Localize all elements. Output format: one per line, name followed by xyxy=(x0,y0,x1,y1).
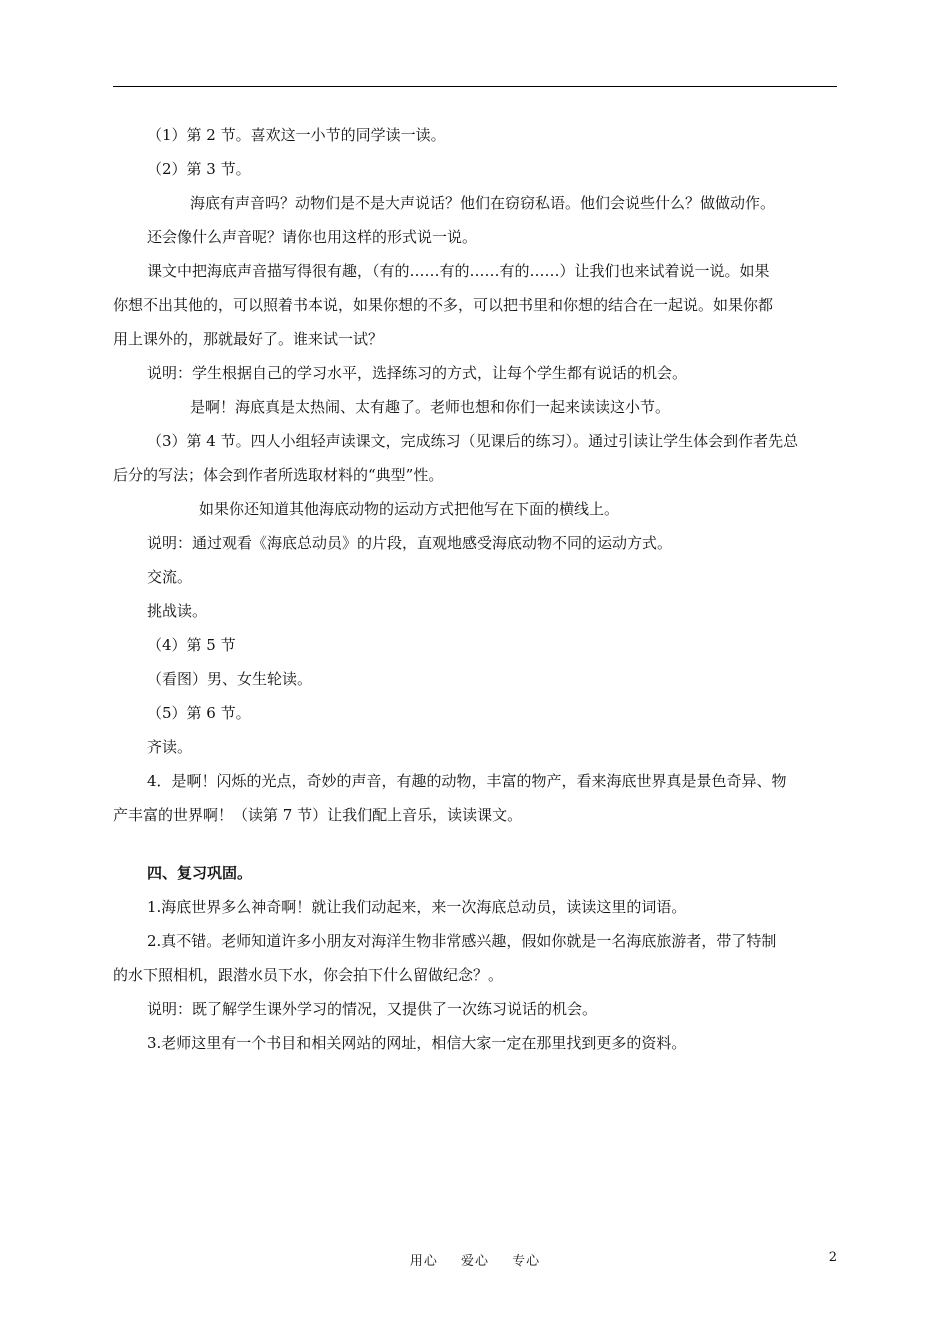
section-gap xyxy=(113,832,837,856)
paragraph-line: （4）第 5 节 xyxy=(147,636,236,654)
paragraph-line: 1.海底世界多么神奇啊！就让我们动起来，来一次海底总动员，读读这里的词语。 xyxy=(147,898,687,916)
paragraph-line: 课文中把海底声音描写得很有趣，（有的……有的……有的……）让我们也来试着说一说。如果 xyxy=(147,262,770,280)
footer-word: 爱心 xyxy=(460,1254,489,1269)
paragraph-line: 如果你还知道其他海底动物的运动方式把他写在下面的横线上。 xyxy=(199,500,620,518)
paragraph-line: 3.老师这里有一个书目和相关网站的网址，相信大家一定在那里找到更多的资料。 xyxy=(147,1034,687,1052)
paragraph-line: 2.真不错。老师知道许多小朋友对海洋生物非常感兴趣，假如你就是一名海底旅游者，带了特制 xyxy=(147,932,777,950)
paragraph-line: （1）第 2 节。喜欢这一小节的同学读一读。 xyxy=(147,126,446,144)
paragraph-line: 用上课外的，那就最好了。谁来试一试？ xyxy=(113,330,384,348)
paragraph-line: （3）第 4 节。四人小组轻声读课文，完成练习（见课后的练习）。通过引读让学生体会到作者先总 xyxy=(147,432,799,450)
paragraph-line: 是啊！海底真是太热闹、太有趣了。老师也想和你们一起来读读这小节。 xyxy=(190,398,671,416)
paragraph-line: 挑战读。 xyxy=(147,602,208,620)
paragraph-line: 4．是啊！闪烁的光点，奇妙的声音，有趣的动物，丰富的物产，看来海底世界真是景色奇异、物 xyxy=(147,772,787,790)
paragraph-line: （2）第 3 节。 xyxy=(147,160,251,178)
paragraph-line: 还会像什么声音呢？请你也用这样的形式说一说。 xyxy=(147,228,478,246)
paragraph-line: 产丰富的世界啊！（读第 7 节）让我们配上音乐，读读课文。 xyxy=(113,806,523,824)
paragraph-line: 说明：通过观看《海底总动员》的片段，直观地感受海底动物不同的运动方式。 xyxy=(147,534,673,552)
document-body xyxy=(113,118,837,1060)
paragraph-line: （5）第 6 节。 xyxy=(147,704,251,722)
footer-word: 用心 xyxy=(409,1254,438,1269)
footer-word: 专心 xyxy=(512,1254,541,1269)
paragraph-line: 的水下照相机，跟潜水员下水，你会拍下什么留做纪念？。 xyxy=(113,966,504,984)
paragraph-line: 齐读。 xyxy=(147,738,193,756)
paragraph-line: 说明：学生根据自己的学习水平，选择练习的方式，让每个学生都有说话的机会。 xyxy=(147,364,688,382)
paragraph-line: （看图）男、女生轮读。 xyxy=(147,670,313,688)
paragraph-line: 后分的写法；体会到作者所选取材料的“典型”性。 xyxy=(113,466,444,484)
paragraph-line: 交流。 xyxy=(147,568,193,586)
paragraph-line: 海底有声音吗？动物们是不是大声说话？他们在窃窃私语。他们会说些什么？做做动作。 xyxy=(190,194,776,212)
footer-motto xyxy=(0,1250,950,1269)
section-heading: 四、复习巩固。 xyxy=(147,864,253,882)
page-number: 2 xyxy=(828,1250,837,1265)
paragraph-line: 你想不出其他的，可以照着书本说，如果你想的不多，可以把书里和你想的结合在一起说。如果你都 xyxy=(113,296,774,314)
paragraph-line: 说明：既了解学生课外学习的情况，又提供了一次练习说话的机会。 xyxy=(147,1000,598,1018)
header-rule xyxy=(113,86,837,87)
